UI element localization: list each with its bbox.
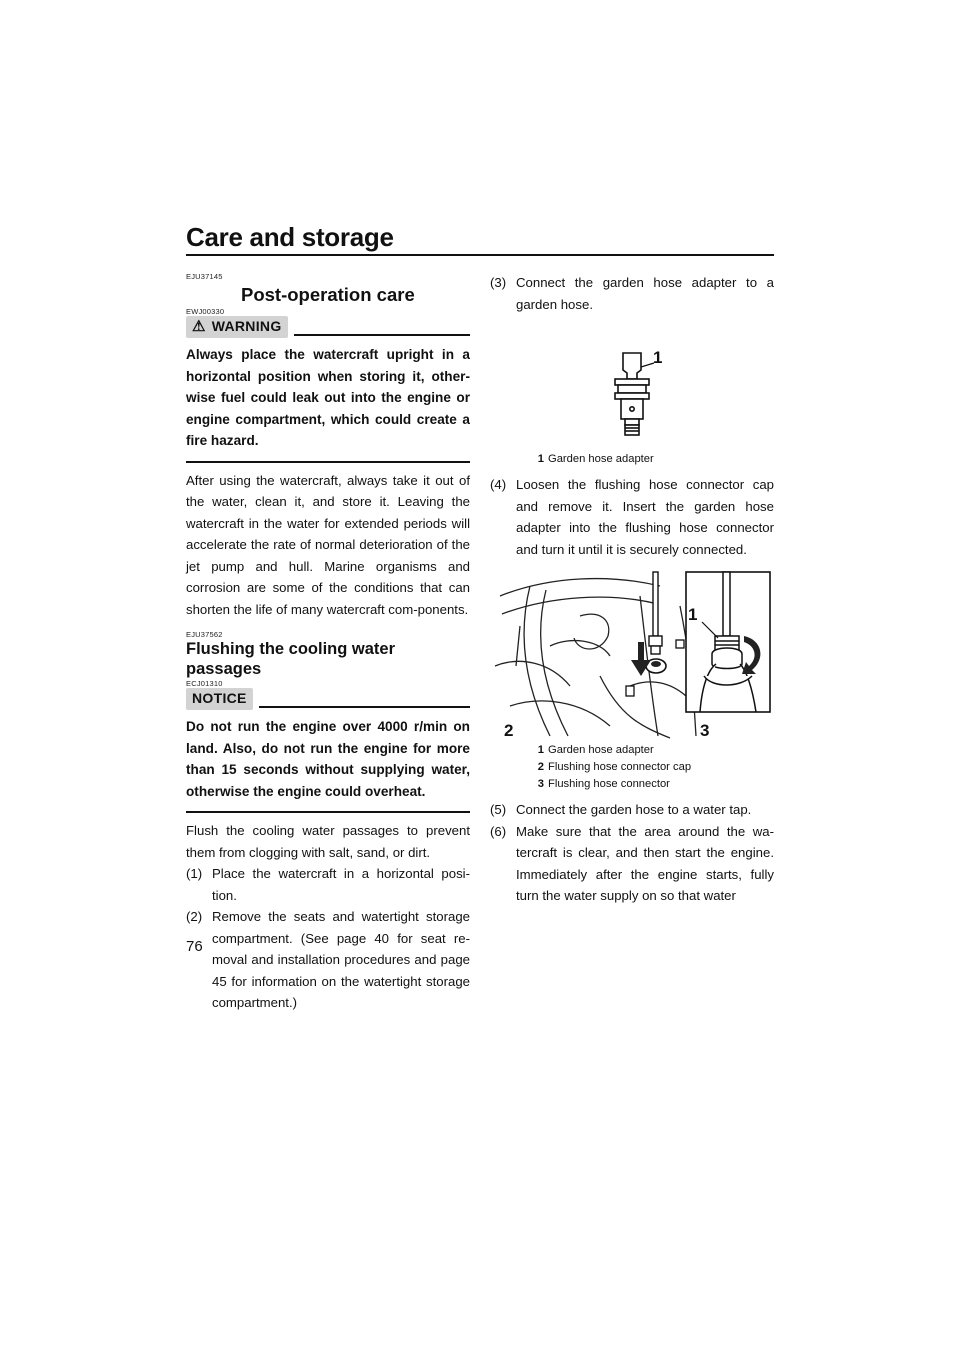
step-1 bbox=[186, 863, 470, 906]
step-3 bbox=[490, 272, 774, 315]
notice-text: Do not run the engine over 4000 r/min on land. Also, do not run the engine for more than 15 seconds without supplying water, otherwise the engine could overheat. bbox=[186, 719, 470, 799]
figure-garden-hose-adapter bbox=[490, 315, 774, 455]
right-column bbox=[490, 272, 774, 907]
warning-triangle-icon: ⚠ bbox=[192, 318, 206, 336]
caption-text: Flushing hose connector cap bbox=[548, 761, 692, 773]
paragraph-post-operation: After using the watercraft, always take it out of the water, clean it, and store it. Leaving the watercraft in the water for extended periods will accelerate the rate of normal deterioration of the jet pump and hull. Marine organisms and corrosion are some of the conditions that can shorten the life of many watercraft com-ponents. bbox=[186, 472, 470, 617]
step-text: Connect the garden hose adapter to a garden hose. bbox=[516, 275, 774, 312]
notice-badge: NOTICE bbox=[186, 688, 253, 710]
figure-caption-2 bbox=[532, 742, 774, 793]
step-text: Make sure that the area around the wa-tercraft is clear, and then start the engine. Immediately after the engine starts, fully turn the water supply on so that water bbox=[516, 823, 774, 903]
paragraph-flush: Flush the cooling water passages to prevent them from clogging with salt, sand, or dirt. bbox=[186, 823, 470, 860]
warning-header bbox=[186, 316, 470, 338]
step-2 bbox=[186, 906, 470, 1014]
figure-callout-adapter: 1 bbox=[688, 605, 698, 624]
step-5 bbox=[490, 799, 774, 821]
figure-callout: 1 bbox=[653, 348, 663, 367]
section-title: Post-operation care bbox=[241, 284, 415, 305]
step-text: Connect the garden hose to a water tap. bbox=[516, 802, 752, 817]
step-text: Remove the seats and watertight storage compartment. (See page 40 for seat re-moval and installation procedures and page 45 for information on the watertight storage compartment.) bbox=[212, 909, 470, 1010]
subsection-code: EJU37562 bbox=[186, 630, 223, 639]
notice-rule bbox=[259, 706, 470, 708]
subsection-title: Flushing the cooling water passages bbox=[186, 640, 396, 678]
caption-number: 1 bbox=[537, 453, 544, 465]
warning-label: WARNING bbox=[211, 318, 282, 335]
caption-number: 2 bbox=[537, 761, 544, 773]
warning-end-rule bbox=[186, 461, 470, 463]
step-number: (2) bbox=[186, 909, 203, 924]
step-number: (1) bbox=[186, 866, 203, 881]
step-number: (6) bbox=[490, 823, 507, 839]
section-code: EJU37145 bbox=[186, 272, 223, 281]
flushing-connector-illustration bbox=[490, 566, 774, 742]
chapter-title: Care and storage bbox=[186, 222, 394, 252]
figure-callout-connector: 3 bbox=[700, 721, 710, 740]
step-text: Loosen the flushing hose connector cap and remove it. Insert the garden hose adapter into the flushing hose connector and turn it until it is securely connected. bbox=[516, 477, 774, 557]
step-number: (3) bbox=[490, 275, 507, 290]
caption-row bbox=[532, 776, 774, 793]
step-4 bbox=[490, 474, 774, 560]
step-number: (5) bbox=[490, 802, 507, 817]
left-column bbox=[186, 272, 470, 1014]
notice-code: ECJ01310 bbox=[186, 679, 223, 688]
page-number: 76 bbox=[186, 938, 203, 955]
garden-hose-adapter-illustration bbox=[490, 315, 774, 455]
caption-number: 1 bbox=[537, 744, 544, 756]
caption-text: Garden hose adapter bbox=[548, 453, 654, 465]
step-6 bbox=[490, 821, 774, 907]
caption-number: 3 bbox=[537, 778, 544, 790]
caption-text: Flushing hose connector bbox=[548, 778, 670, 790]
notice-header bbox=[186, 688, 470, 710]
warning-rule bbox=[294, 334, 470, 336]
step-number: (4) bbox=[490, 477, 507, 492]
caption-row bbox=[532, 742, 774, 759]
notice-end-rule bbox=[186, 811, 470, 813]
warning-text: Always place the watercraft upright in a horizontal position when storing it, other-wise fuel could leak out into the engine or engine compartment, which could create a fire hazard. bbox=[186, 347, 470, 448]
step-text: Place the watercraft in a horizontal posi-tion. bbox=[212, 866, 470, 903]
figure-flushing-hose-connector bbox=[490, 566, 774, 742]
caption-text: Garden hose adapter bbox=[548, 744, 654, 756]
figure-callout-cap: 2 bbox=[504, 721, 514, 740]
chapter-rule bbox=[186, 254, 774, 256]
warning-badge bbox=[186, 316, 288, 338]
caption-row bbox=[532, 759, 774, 776]
warning-code: EWJ00330 bbox=[186, 307, 225, 316]
